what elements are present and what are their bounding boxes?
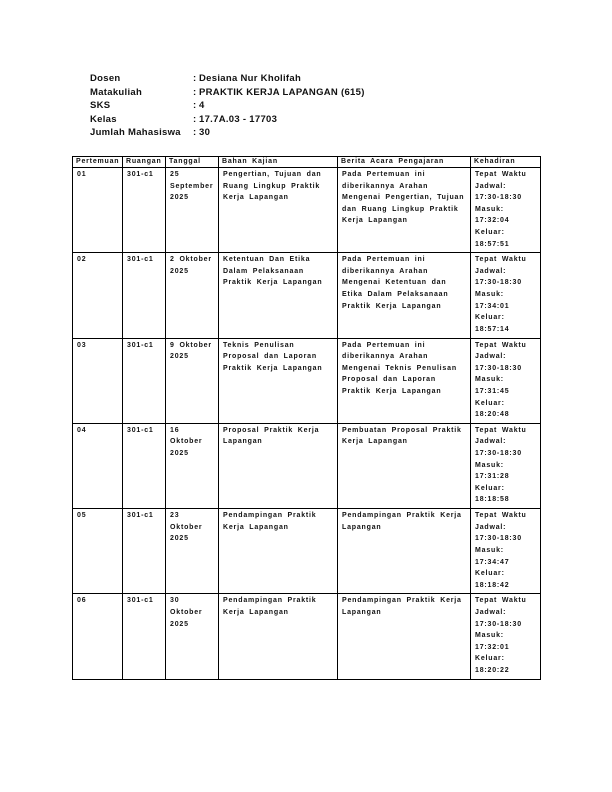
- kehadiran-status: Tepat Waktu: [475, 256, 527, 264]
- column-header-kehadiran: Kehadiran: [471, 157, 541, 168]
- cell-pertemuan: 01: [73, 168, 123, 253]
- info-row-dosen: [90, 72, 365, 86]
- table-row: [73, 338, 541, 423]
- keluar-value: 18:20:48: [475, 411, 510, 419]
- cell-ruangan: 301-c1: [123, 594, 166, 679]
- cell-ruangan: 301-c1: [123, 338, 166, 423]
- info-separator: :: [193, 127, 197, 138]
- masuk-label: Masuk:: [475, 205, 504, 213]
- matakuliah-label: Matakuliah: [90, 86, 143, 98]
- cell-tanggal: 23 Oktober 2025: [166, 509, 219, 594]
- cell-berita-acara: Pada Pertemuan ini diberikannya Arahan Mengenai Pengertian, Tujuan dan Ruang Lingkup Praktik Kerja Lapangan: [338, 168, 471, 253]
- kehadiran-status: Tepat Waktu: [475, 597, 527, 605]
- masuk-value: 17:31:28: [475, 473, 510, 481]
- cell-kehadiran: [471, 423, 541, 508]
- column-header-ruangan: Ruangan: [123, 157, 166, 168]
- keluar-label: Keluar:: [475, 314, 505, 322]
- cell-pertemuan: 05: [73, 509, 123, 594]
- dosen-label: Dosen: [90, 73, 121, 84]
- jadwal-value: 17:30-18:30: [475, 279, 522, 287]
- cell-kehadiran: [471, 338, 541, 423]
- course-info: [90, 72, 365, 140]
- masuk-value: 17:34:01: [475, 302, 510, 310]
- kehadiran-status: Tepat Waktu: [475, 171, 527, 178]
- masuk-value: 17:34:47: [475, 558, 510, 566]
- cell-kehadiran: [471, 168, 541, 253]
- cell-ruangan: 301-c1: [123, 253, 166, 338]
- jadwal-label: Jadwal:: [475, 523, 507, 531]
- cell-ruangan: 301-c1: [123, 168, 166, 253]
- info-row-kelas: [90, 113, 365, 127]
- info-separator: :: [193, 73, 197, 84]
- jumlah-mahasiswa-value: 30: [199, 127, 211, 138]
- jadwal-label: Jadwal:: [475, 182, 507, 190]
- keluar-label: Keluar:: [475, 399, 505, 407]
- masuk-value: 17:32:04: [475, 217, 510, 225]
- cell-bahan-kajian: Proposal Praktik Kerja Lapangan: [219, 423, 338, 508]
- kelas-label: Kelas: [90, 113, 117, 125]
- keluar-label: Keluar:: [475, 570, 505, 578]
- table-row: [73, 168, 541, 253]
- kehadiran-status: Tepat Waktu: [475, 426, 527, 434]
- cell-bahan-kajian: Pendampingan Praktik Kerja Lapangan: [219, 594, 338, 679]
- cell-bahan-kajian: Ketentuan Dan Etika Dalam Pelaksanaan Praktik Kerja Lapangan: [219, 253, 338, 338]
- keluar-label: Keluar:: [475, 484, 505, 492]
- masuk-value: 17:32:01: [475, 643, 510, 651]
- cell-kehadiran: [471, 594, 541, 679]
- dosen-value: Desiana Nur Kholifah: [199, 73, 302, 84]
- sks-label: SKS: [90, 100, 111, 111]
- column-header-tanggal: Tanggal: [166, 157, 219, 168]
- masuk-value: 17:31:45: [475, 387, 510, 395]
- cell-berita-acara: Pendampingan Praktik Kerja Lapangan: [338, 594, 471, 679]
- jadwal-value: 17:30-18:30: [475, 450, 522, 458]
- table-row: [73, 509, 541, 594]
- cell-tanggal: 25 September 2025: [166, 168, 219, 253]
- jadwal-value: 17:30-18:30: [475, 364, 522, 372]
- masuk-label: Masuk:: [475, 632, 504, 640]
- cell-berita-acara: Pembuatan Proposal Praktik Kerja Lapangan: [338, 423, 471, 508]
- column-header-pertemuan: Pertemuan: [73, 157, 123, 168]
- info-row-sks: [90, 99, 365, 113]
- column-header-bahan-kajian: Bahan Kajian: [219, 157, 338, 168]
- column-header-berita-acara: Berita Acara Pengajaran: [338, 157, 471, 168]
- kehadiran-status: Tepat Waktu: [475, 512, 527, 520]
- table-row: [73, 253, 541, 338]
- cell-bahan-kajian: Pengertian, Tujuan dan Ruang Lingkup Praktik Kerja Lapangan: [219, 168, 338, 253]
- cell-pertemuan: 03: [73, 338, 123, 423]
- cell-kehadiran: [471, 509, 541, 594]
- cell-berita-acara: Pada Pertemuan ini diberikannya Arahan Mengenai Teknis Penulisan Proposal dan Laporan Praktik Kerja Lapangan: [338, 338, 471, 423]
- jadwal-label: Jadwal:: [475, 353, 507, 361]
- cell-pertemuan: 02: [73, 253, 123, 338]
- keluar-value: 18:57:51: [475, 240, 510, 248]
- keluar-value: 18:57:14: [475, 325, 510, 333]
- kehadiran-status: Tepat Waktu: [475, 341, 527, 349]
- masuk-label: Masuk:: [475, 546, 504, 554]
- cell-tanggal: 30 Oktober 2025: [166, 594, 219, 679]
- jadwal-value: 17:30-18:30: [475, 620, 522, 628]
- cell-tanggal: 2 Oktober 2025: [166, 253, 219, 338]
- masuk-label: Masuk:: [475, 291, 504, 299]
- sks-value: 4: [199, 100, 205, 111]
- keluar-label: Keluar:: [475, 228, 505, 236]
- cell-berita-acara: Pada Pertemuan ini diberikannya Arahan Mengenai Ketentuan dan Etika Dalam Pelaksanaan Praktik Kerja Lapangan: [338, 253, 471, 338]
- cell-berita-acara: Pendampingan Praktik Kerja Lapangan: [338, 509, 471, 594]
- cell-ruangan: 301-c1: [123, 423, 166, 508]
- cell-kehadiran: [471, 253, 541, 338]
- cell-tanggal: 16 Oktober 2025: [166, 423, 219, 508]
- keluar-value: 18:18:58: [475, 496, 510, 504]
- keluar-value: 18:18:42: [475, 581, 510, 589]
- jadwal-label: Jadwal:: [475, 438, 507, 446]
- info-separator: :: [193, 86, 197, 98]
- table-header-row: [73, 157, 541, 168]
- info-row-jumlah-mahasiswa: [90, 126, 365, 140]
- cell-ruangan: 301-c1: [123, 509, 166, 594]
- keluar-label: Keluar:: [475, 655, 505, 663]
- jadwal-value: 17:30-18:30: [475, 194, 522, 202]
- lecture-log-table: [72, 156, 541, 680]
- masuk-label: Masuk:: [475, 376, 504, 384]
- cell-tanggal: 9 Oktober 2025: [166, 338, 219, 423]
- info-separator: :: [193, 113, 197, 125]
- cell-bahan-kajian: Pendampingan Praktik Kerja Lapangan: [219, 509, 338, 594]
- jadwal-label: Jadwal:: [475, 267, 507, 275]
- masuk-label: Masuk:: [475, 461, 504, 469]
- info-separator: :: [193, 100, 197, 111]
- keluar-value: 18:20:22: [475, 667, 510, 675]
- cell-pertemuan: 06: [73, 594, 123, 679]
- matakuliah-value: PRAKTIK KERJA LAPANGAN (615): [199, 86, 365, 98]
- jumlah-mahasiswa-label: Jumlah Mahasiswa: [90, 127, 181, 138]
- table-row: [73, 423, 541, 508]
- cell-bahan-kajian: Teknis Penulisan Proposal dan Laporan Praktik Kerja Lapangan: [219, 338, 338, 423]
- cell-pertemuan: 04: [73, 423, 123, 508]
- table-row: [73, 594, 541, 679]
- jadwal-value: 17:30-18:30: [475, 535, 522, 543]
- kelas-value: 17.7A.03 - 17703: [199, 113, 278, 125]
- info-row-matakuliah: [90, 86, 365, 100]
- jadwal-label: Jadwal:: [475, 609, 507, 617]
